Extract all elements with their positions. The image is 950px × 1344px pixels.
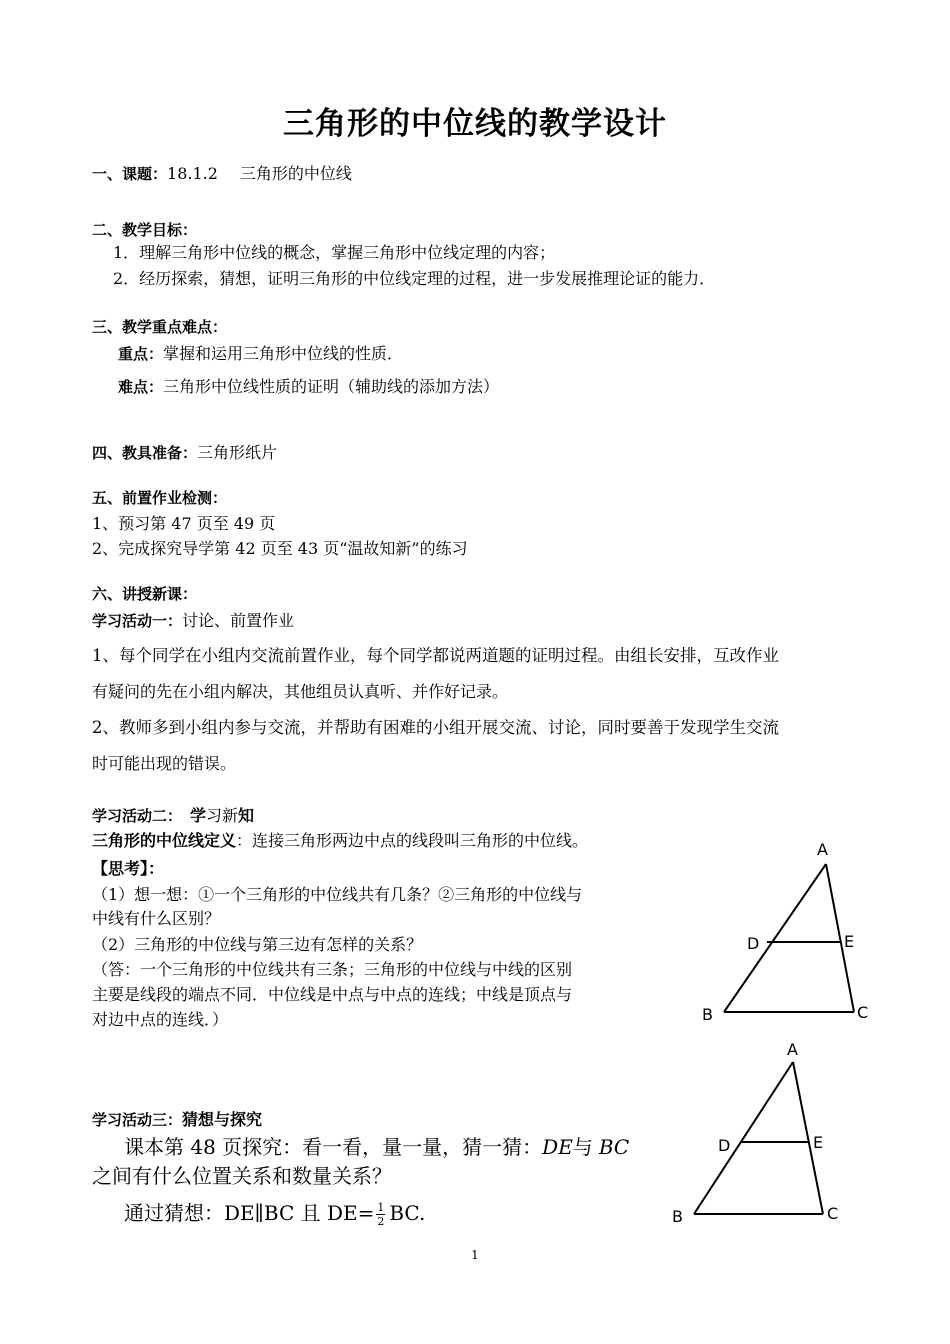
side-ab xyxy=(724,864,826,1012)
section-materials xyxy=(92,440,277,463)
activity-three-heading xyxy=(92,1107,262,1130)
section-materials-label: 四、教具准备： xyxy=(92,444,198,462)
vertex-label-b: B xyxy=(672,1207,683,1226)
activity-two-heading xyxy=(92,803,254,826)
triangle-figure-1 xyxy=(695,835,885,1030)
section-prework-label: 五、前置作业检测： xyxy=(92,489,228,507)
key-point-label: 重点： xyxy=(118,345,164,363)
difficult-point-label: 难点： xyxy=(118,378,164,396)
midline-definition xyxy=(92,828,588,851)
segment-bc: BC xyxy=(598,1135,630,1159)
explore-text: 课本第 48 页探究：看一看，量一量，猜一猜： xyxy=(124,1135,543,1159)
page-number: 1 xyxy=(471,1248,479,1262)
activity-three-title: 猜想与探究 xyxy=(182,1110,263,1129)
answer-line: 主要是线段的端点不同．中位线是中点与中点的连线；中线是顶点与 xyxy=(92,985,573,1004)
segment-de: DE xyxy=(542,1135,573,1159)
prework-item: 2、完成探究导学第 42 页至 43 页“温故知新”的练习 xyxy=(92,539,468,558)
midline-definition-label: 三角形的中位线定义 xyxy=(92,831,237,850)
paragraph-line: 时可能出现的错误。 xyxy=(92,754,237,773)
conjecture-line xyxy=(124,1197,425,1228)
difficult-point xyxy=(118,374,499,397)
objective-item: 2．经历探索，猜想，证明三角形的中位线定理的过程，进一步发展推理论证的能力． xyxy=(113,269,716,288)
section-topic-text: 三角形的中位线 xyxy=(239,164,352,183)
explore-line xyxy=(124,1131,629,1160)
vertex-label-d: D xyxy=(747,934,760,953)
vertex-label-e: E xyxy=(813,1133,824,1152)
section-keypoints-label: 三、教学重点难点： xyxy=(92,318,228,336)
section-objectives-label: 二、教学目标： xyxy=(92,221,198,239)
activity-two-label-part: 学 xyxy=(190,806,207,825)
difficult-point-text: 三角形中位线性质的证明（辅助线的添加方法） xyxy=(163,377,500,396)
midline-definition-text: ：连接三角形两边中点的线段叫三角形的中位线。 xyxy=(236,831,589,850)
vertex-label-e: E xyxy=(844,932,855,951)
vertex-label-c: C xyxy=(857,1003,869,1022)
section-lesson-label: 六、讲授新课： xyxy=(92,585,198,603)
section-topic-code: 18.1.2 xyxy=(167,164,218,183)
paragraph-line: 有疑问的先在小组内解决，其他组员认真听、并作好记录。 xyxy=(92,682,509,701)
section-topic xyxy=(92,161,352,184)
vertex-label-d: D xyxy=(718,1136,731,1155)
fraction-one-half xyxy=(376,1201,385,1228)
prework-item: 1、预习第 47 页至 49 页 xyxy=(92,514,276,533)
vertex-label-a: A xyxy=(787,1040,798,1059)
activity-three-label: 学习活动三： xyxy=(92,1111,183,1129)
activity-one-text: 讨论、前置作业 xyxy=(182,611,295,630)
answer-line: （答：一个三角形的中位线共有三条；三角形的中位线与中线的区别 xyxy=(92,960,573,979)
activity-two-label: 学习活动二： xyxy=(92,807,183,825)
activity-one xyxy=(92,608,294,631)
think-label: 【思考】： xyxy=(92,859,165,878)
section-materials-text: 三角形纸片 xyxy=(197,443,278,462)
conjecture-text: 通过猜想：DE∥BC 且 DE= xyxy=(124,1201,375,1225)
side-ab xyxy=(694,1062,793,1214)
explore-text: 与 xyxy=(572,1135,593,1159)
vertex-label-a: A xyxy=(817,840,828,859)
triangle-figure-2 xyxy=(668,1035,858,1230)
vertex-label-c: C xyxy=(827,1204,839,1223)
page-title: 三角形的中位线的教学设计 xyxy=(283,106,667,142)
key-point xyxy=(118,341,403,364)
fraction-numerator: 1 xyxy=(377,1201,385,1214)
objective-item: 1．理解三角形中位线的概念，掌握三角形中位线定理的内容； xyxy=(113,243,556,262)
activity-one-label: 学习活动一： xyxy=(92,612,183,630)
question-line: 中线有什么区别？ xyxy=(92,909,221,928)
vertex-label-b: B xyxy=(702,1005,713,1024)
question-line: （2）三角形的中位线与第三边有怎样的关系？ xyxy=(92,935,423,954)
key-point-text: 掌握和运用三角形中位线的性质． xyxy=(163,344,404,363)
activity-two-label-part: 知 xyxy=(238,806,255,825)
fraction-denominator: 2 xyxy=(377,1215,385,1228)
conjecture-text: BC. xyxy=(389,1201,426,1225)
paragraph-line: 2、教师多到小组内参与交流，并帮助有困难的小组开展交流、讨论，同时要善于发现学生交流 xyxy=(92,718,779,737)
section-topic-label: 一、课题： xyxy=(92,165,168,183)
activity-two-label-part: 习新 xyxy=(206,806,239,825)
answer-line: 对边中点的连线．） xyxy=(92,1010,229,1029)
question-line: （1）想一想：①一个三角形的中位线共有几条？②三角形的中位线与 xyxy=(92,885,583,904)
explore-line: 之间有什么位置关系和数量关系？ xyxy=(92,1164,392,1188)
paragraph-line: 1、每个同学在小组内交流前置作业，每个同学都说两道题的证明过程。由组长安排，互改作业 xyxy=(92,646,779,665)
